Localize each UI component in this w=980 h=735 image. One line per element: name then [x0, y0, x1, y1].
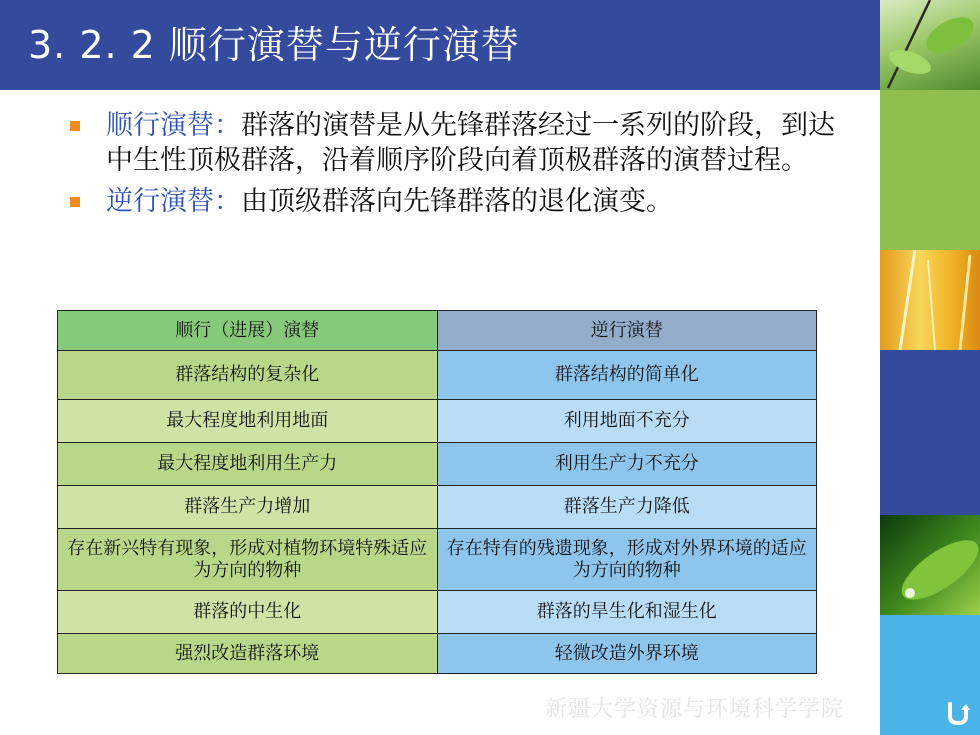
table-header: 顺行（进展）演替: [58, 311, 438, 351]
title-bar: [0, 0, 880, 90]
table-cell: 群落生产力降低: [437, 486, 817, 529]
leaf-photo: [880, 0, 980, 90]
bullet-text: 由顶级群落向先锋群落的退化演变。: [241, 186, 673, 217]
table-cell: 利用生产力不充分: [437, 443, 817, 486]
green-block: [880, 90, 980, 250]
bullet-text: 群落的演替是从先锋群落经过一系列的阶段，到达中生性顶极群落，沿着顺序阶段向着顶极群落的演替过程。: [106, 110, 835, 176]
square-bullet-icon: [70, 121, 80, 131]
footer-watermark: 新疆大学资源与环境科学学院: [545, 697, 845, 722]
table-row: [58, 400, 817, 443]
leaf-drop-photo: [880, 515, 980, 615]
table-cell: 群落的中生化: [58, 591, 438, 634]
return-arrow-icon[interactable]: [945, 700, 971, 726]
table-row: [58, 443, 817, 486]
grass-photo: [880, 250, 980, 350]
table-cell: 强烈改造群落环境: [58, 634, 438, 674]
table-cell: 最大程度地利用地面: [58, 400, 438, 443]
table-row: [58, 351, 817, 400]
bullet-term: 逆行演替：: [106, 186, 241, 217]
leaf-photo-top: [880, 0, 980, 90]
blue-block: [880, 350, 980, 515]
table-cell: 利用地面不充分: [437, 400, 817, 443]
comparison-table: [57, 310, 817, 674]
bullet-item-reverse: [70, 184, 850, 219]
decorative-sidebar: [880, 0, 980, 735]
slide-title: 3. 2. 2 顺行演替与逆行演替: [28, 23, 520, 67]
square-bullet-icon: [70, 197, 80, 207]
table-cell: 群落结构的简单化: [437, 351, 817, 400]
table-header: 逆行演替: [437, 311, 817, 351]
table-cell: 群落生产力增加: [58, 486, 438, 529]
table-cell: 轻微改造外界环境: [437, 634, 817, 674]
bullet-item-forward: [70, 108, 850, 178]
table-row: [58, 591, 817, 634]
bullet-list: [70, 108, 850, 225]
table-row: [58, 529, 817, 591]
table-cell: 存在新兴特有现象，形成对植物环境特殊适应为方向的物种: [58, 529, 438, 591]
table-cell: 群落结构的复杂化: [58, 351, 438, 400]
table-cell: 群落的旱生化和湿生化: [437, 591, 817, 634]
table-row: [58, 486, 817, 529]
table-row: [58, 634, 817, 674]
bullet-term: 顺行演替：: [106, 110, 241, 141]
table-header-row: [58, 311, 817, 351]
table-cell: 最大程度地利用生产力: [58, 443, 438, 486]
table-cell: 存在特有的残遗现象，形成对外界环境的适应为方向的物种: [437, 529, 817, 591]
